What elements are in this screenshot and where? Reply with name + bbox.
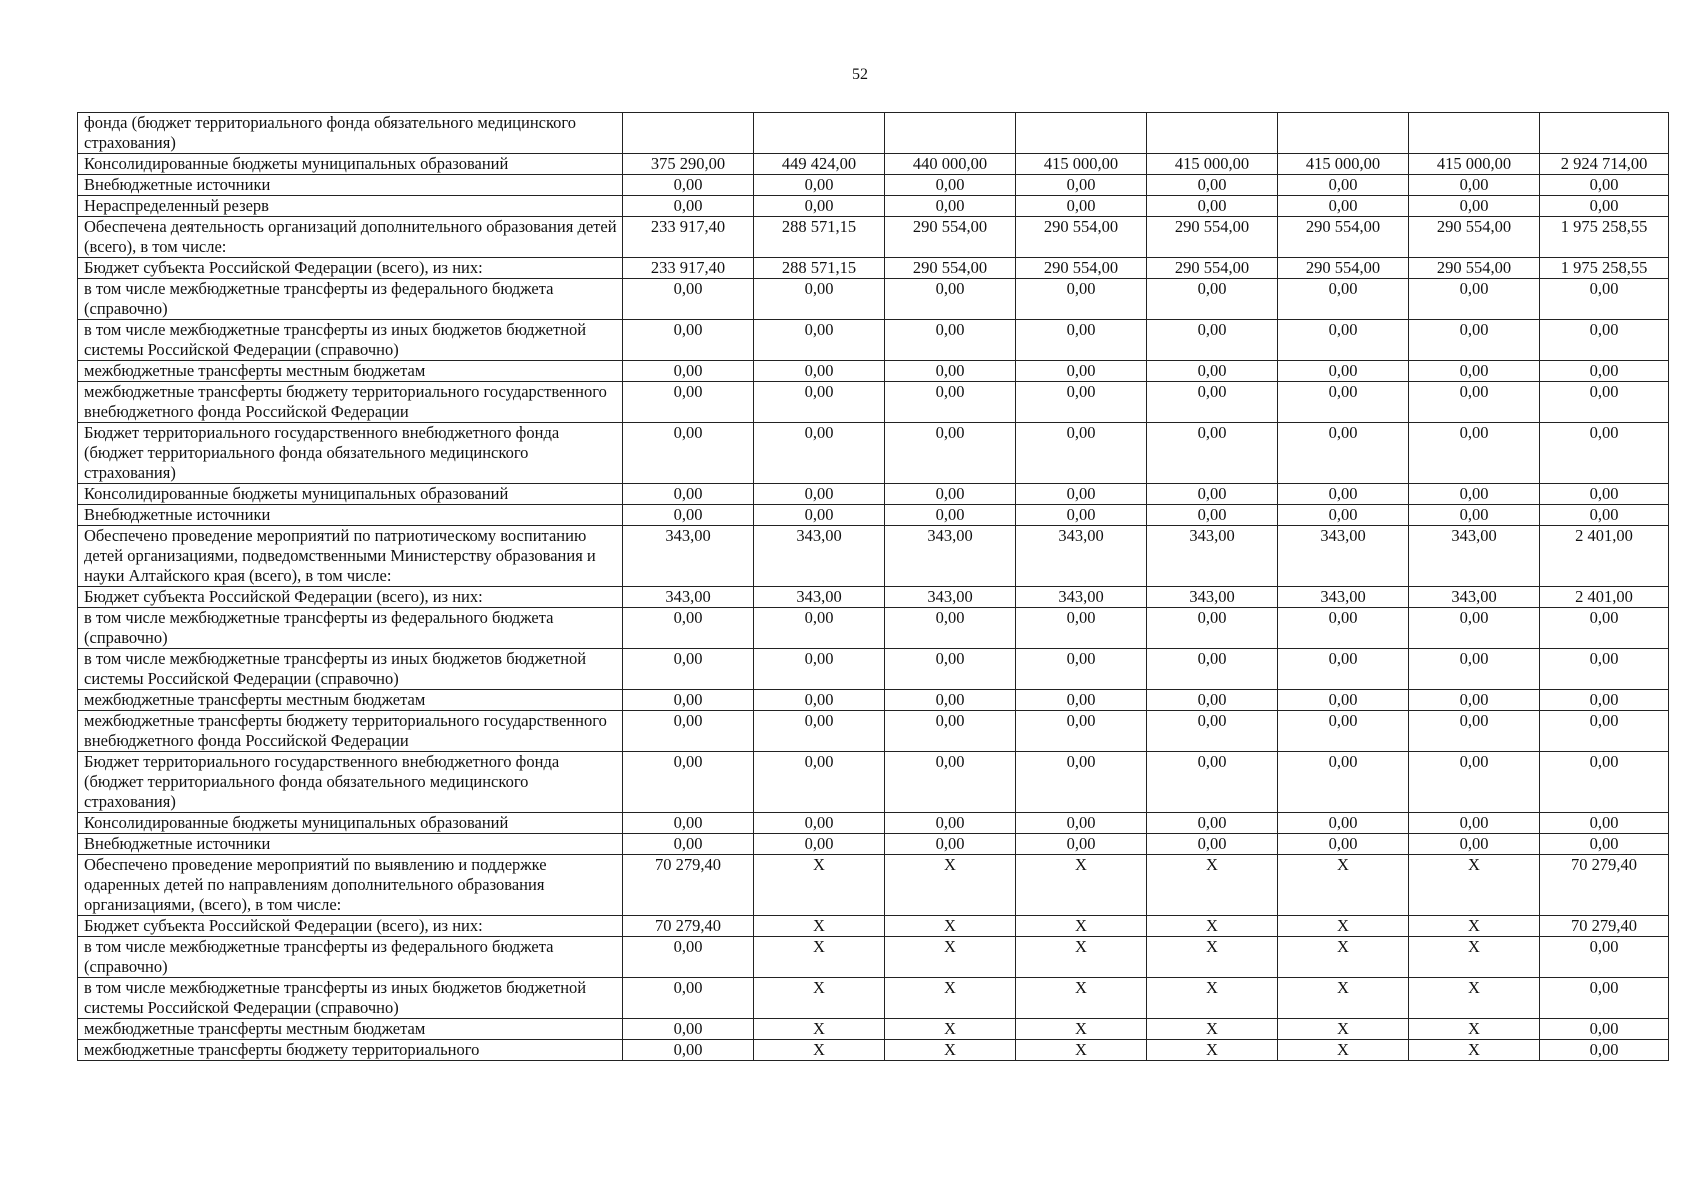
value-cell: 0,00: [623, 484, 754, 505]
value-cell: 0,00: [754, 423, 885, 484]
value-cell: 1 975 258,55: [1540, 217, 1669, 258]
value-cell: 2 924 714,00: [1540, 154, 1669, 175]
value-cell: 0,00: [1147, 279, 1278, 320]
value-cell: 0,00: [885, 361, 1016, 382]
row-label: Внебюджетные источники: [78, 505, 623, 526]
value-cell: 0,00: [1278, 484, 1409, 505]
value-cell: 1 975 258,55: [1540, 258, 1669, 279]
row-label: Консолидированные бюджеты муниципальных образований: [78, 484, 623, 505]
value-cell: X: [754, 1040, 885, 1061]
value-cell: 0,00: [885, 752, 1016, 813]
value-cell: 0,00: [1540, 361, 1669, 382]
value-cell: 0,00: [1016, 752, 1147, 813]
value-cell: 0,00: [1147, 382, 1278, 423]
value-cell: 343,00: [1147, 526, 1278, 587]
value-cell: 0,00: [1540, 649, 1669, 690]
value-cell: 288 571,15: [754, 258, 885, 279]
value-cell: 0,00: [1147, 813, 1278, 834]
value-cell: 0,00: [1016, 505, 1147, 526]
value-cell: 0,00: [1409, 423, 1540, 484]
value-cell: 0,00: [754, 505, 885, 526]
value-cell: 0,00: [754, 382, 885, 423]
row-label: Нераспределенный резерв: [78, 196, 623, 217]
value-cell: 290 554,00: [1147, 258, 1278, 279]
value-cell: X: [885, 1040, 1016, 1061]
value-cell: 290 554,00: [1278, 217, 1409, 258]
value-cell: 290 554,00: [885, 258, 1016, 279]
value-cell: X: [1016, 1040, 1147, 1061]
value-cell: X: [754, 937, 885, 978]
value-cell: 0,00: [1540, 937, 1669, 978]
value-cell: 70 279,40: [623, 916, 754, 937]
value-cell: 0,00: [885, 813, 1016, 834]
value-cell: 0,00: [1409, 196, 1540, 217]
table-row: [78, 505, 1669, 526]
value-cell: 0,00: [1409, 505, 1540, 526]
value-cell: X: [1147, 916, 1278, 937]
value-cell: X: [1409, 916, 1540, 937]
value-cell: 0,00: [1016, 175, 1147, 196]
value-cell: 0,00: [623, 690, 754, 711]
value-cell: 0,00: [1409, 608, 1540, 649]
value-cell: 0,00: [623, 1040, 754, 1061]
table-row: [78, 113, 1669, 154]
value-cell: 0,00: [623, 1019, 754, 1040]
row-label: Бюджет территориального государственного внебюджетного фонда (бюджет территориального фонда обязательного медицинского страхования): [78, 423, 623, 484]
value-cell: 0,00: [623, 320, 754, 361]
value-cell: 0,00: [885, 279, 1016, 320]
value-cell: X: [1016, 855, 1147, 916]
table-row: [78, 423, 1669, 484]
row-label: Бюджет субъекта Российской Федерации (всего), из них:: [78, 258, 623, 279]
value-cell: 0,00: [1540, 978, 1669, 1019]
value-cell: X: [1278, 937, 1409, 978]
value-cell: 343,00: [885, 587, 1016, 608]
row-label: межбюджетные трансферты местным бюджетам: [78, 1019, 623, 1040]
table-row: [78, 279, 1669, 320]
table-row: [78, 382, 1669, 423]
value-cell: 0,00: [1540, 711, 1669, 752]
value-cell: [754, 113, 885, 154]
value-cell: 0,00: [1278, 834, 1409, 855]
value-cell: X: [1016, 978, 1147, 1019]
table-row: [78, 258, 1669, 279]
value-cell: 0,00: [1409, 690, 1540, 711]
value-cell: 0,00: [1016, 813, 1147, 834]
value-cell: 0,00: [1016, 361, 1147, 382]
value-cell: [885, 113, 1016, 154]
row-label: в том числе межбюджетные трансферты из федерального бюджета (справочно): [78, 608, 623, 649]
value-cell: X: [1278, 1040, 1409, 1061]
value-cell: X: [754, 855, 885, 916]
value-cell: 0,00: [1147, 175, 1278, 196]
table-row: [78, 361, 1669, 382]
value-cell: 0,00: [1147, 834, 1278, 855]
value-cell: 0,00: [754, 279, 885, 320]
value-cell: 0,00: [1016, 608, 1147, 649]
value-cell: 290 554,00: [1016, 258, 1147, 279]
value-cell: X: [754, 978, 885, 1019]
row-label: в том числе межбюджетные трансферты из иных бюджетов бюджетной системы Российской Федерации (справочно): [78, 320, 623, 361]
value-cell: X: [1278, 978, 1409, 1019]
value-cell: 0,00: [1147, 711, 1278, 752]
value-cell: 0,00: [885, 382, 1016, 423]
value-cell: 0,00: [885, 505, 1016, 526]
value-cell: 290 554,00: [1278, 258, 1409, 279]
row-label: межбюджетные трансферты бюджету территориального государственного внебюджетного фонда Российской Федерации: [78, 382, 623, 423]
value-cell: 0,00: [1409, 813, 1540, 834]
value-cell: 0,00: [1278, 690, 1409, 711]
value-cell: 0,00: [1278, 649, 1409, 690]
row-label: Бюджет территориального государственного внебюджетного фонда (бюджет территориального фонда обязательного медицинского страхования): [78, 752, 623, 813]
row-label: в том числе межбюджетные трансферты из иных бюджетов бюджетной системы Российской Федерации (справочно): [78, 978, 623, 1019]
value-cell: 0,00: [1540, 813, 1669, 834]
row-label: фонда (бюджет территориального фонда обязательного медицинского страхования): [78, 113, 623, 154]
value-cell: [1540, 113, 1669, 154]
value-cell: 290 554,00: [1016, 217, 1147, 258]
table-row: [78, 217, 1669, 258]
table-row: [78, 608, 1669, 649]
value-cell: 0,00: [1147, 196, 1278, 217]
value-cell: 0,00: [1409, 382, 1540, 423]
value-cell: X: [1409, 1040, 1540, 1061]
value-cell: X: [754, 1019, 885, 1040]
value-cell: 0,00: [1016, 484, 1147, 505]
value-cell: 0,00: [1540, 484, 1669, 505]
value-cell: [1016, 113, 1147, 154]
value-cell: 343,00: [885, 526, 1016, 587]
value-cell: 0,00: [1278, 813, 1409, 834]
table-row: [78, 154, 1669, 175]
value-cell: 0,00: [1016, 711, 1147, 752]
value-cell: 0,00: [1409, 175, 1540, 196]
value-cell: 0,00: [754, 813, 885, 834]
value-cell: 0,00: [623, 505, 754, 526]
value-cell: 0,00: [1278, 175, 1409, 196]
table-row: [78, 320, 1669, 361]
value-cell: X: [1147, 855, 1278, 916]
value-cell: [1278, 113, 1409, 154]
value-cell: X: [1278, 855, 1409, 916]
value-cell: 0,00: [1147, 649, 1278, 690]
value-cell: 0,00: [623, 423, 754, 484]
row-label: Обеспечена деятельность организаций дополнительного образования детей (всего), в том числе:: [78, 217, 623, 258]
value-cell: 0,00: [1540, 1019, 1669, 1040]
table-row: [78, 978, 1669, 1019]
value-cell: 0,00: [1147, 690, 1278, 711]
value-cell: 0,00: [754, 361, 885, 382]
value-cell: 0,00: [1147, 484, 1278, 505]
value-cell: 343,00: [1409, 526, 1540, 587]
value-cell: 449 424,00: [754, 154, 885, 175]
value-cell: 0,00: [885, 834, 1016, 855]
value-cell: 0,00: [1540, 175, 1669, 196]
value-cell: 290 554,00: [1147, 217, 1278, 258]
value-cell: X: [1016, 916, 1147, 937]
value-cell: 0,00: [885, 608, 1016, 649]
value-cell: 0,00: [1278, 752, 1409, 813]
value-cell: 343,00: [1016, 587, 1147, 608]
row-label: Внебюджетные источники: [78, 175, 623, 196]
value-cell: X: [1409, 978, 1540, 1019]
value-cell: 0,00: [885, 711, 1016, 752]
page-number: 52: [852, 66, 868, 83]
value-cell: 0,00: [623, 608, 754, 649]
value-cell: 0,00: [1540, 320, 1669, 361]
row-label: межбюджетные трансферты местным бюджетам: [78, 361, 623, 382]
row-label: Внебюджетные источники: [78, 834, 623, 855]
value-cell: [1147, 113, 1278, 154]
value-cell: 0,00: [623, 752, 754, 813]
value-cell: 0,00: [1016, 279, 1147, 320]
value-cell: 0,00: [754, 690, 885, 711]
table-row: [78, 649, 1669, 690]
value-cell: 0,00: [1016, 320, 1147, 361]
value-cell: X: [1147, 937, 1278, 978]
value-cell: X: [1016, 1019, 1147, 1040]
value-cell: 0,00: [1147, 361, 1278, 382]
value-cell: X: [1278, 1019, 1409, 1040]
value-cell: X: [1147, 1040, 1278, 1061]
value-cell: 343,00: [754, 526, 885, 587]
value-cell: 0,00: [1540, 505, 1669, 526]
value-cell: 0,00: [1409, 834, 1540, 855]
value-cell: 0,00: [1016, 834, 1147, 855]
value-cell: 0,00: [1409, 649, 1540, 690]
value-cell: 0,00: [1147, 608, 1278, 649]
value-cell: 0,00: [885, 423, 1016, 484]
value-cell: 0,00: [1409, 752, 1540, 813]
value-cell: X: [885, 937, 1016, 978]
value-cell: [1409, 113, 1540, 154]
value-cell: 2 401,00: [1540, 587, 1669, 608]
value-cell: 0,00: [1409, 711, 1540, 752]
value-cell: 415 000,00: [1409, 154, 1540, 175]
value-cell: 343,00: [623, 587, 754, 608]
value-cell: X: [885, 916, 1016, 937]
value-cell: 288 571,15: [754, 217, 885, 258]
value-cell: 70 279,40: [623, 855, 754, 916]
row-label: в том числе межбюджетные трансферты из федерального бюджета (справочно): [78, 937, 623, 978]
value-cell: 0,00: [1540, 834, 1669, 855]
value-cell: 0,00: [1278, 196, 1409, 217]
value-cell: 0,00: [754, 752, 885, 813]
value-cell: 0,00: [885, 196, 1016, 217]
value-cell: 0,00: [1147, 752, 1278, 813]
value-cell: X: [885, 978, 1016, 1019]
value-cell: 0,00: [1278, 361, 1409, 382]
value-cell: 343,00: [754, 587, 885, 608]
value-cell: 0,00: [754, 834, 885, 855]
row-label: в том числе межбюджетные трансферты из иных бюджетов бюджетной системы Российской Федерации (справочно): [78, 649, 623, 690]
budget-table: [77, 112, 1669, 1061]
value-cell: 0,00: [1016, 382, 1147, 423]
value-cell: 343,00: [1409, 587, 1540, 608]
value-cell: 0,00: [1147, 505, 1278, 526]
value-cell: 343,00: [1278, 587, 1409, 608]
value-cell: 0,00: [1409, 484, 1540, 505]
value-cell: 0,00: [1278, 382, 1409, 423]
value-cell: X: [1409, 855, 1540, 916]
value-cell: 0,00: [885, 175, 1016, 196]
table-row: [78, 175, 1669, 196]
row-label: межбюджетные трансферты бюджету территориального: [78, 1040, 623, 1061]
value-cell: 0,00: [1016, 196, 1147, 217]
value-cell: 0,00: [754, 175, 885, 196]
value-cell: X: [885, 1019, 1016, 1040]
table-row: [78, 1040, 1669, 1061]
row-label: межбюджетные трансферты бюджету территориального государственного внебюджетного фонда Российской Федерации: [78, 711, 623, 752]
value-cell: [623, 113, 754, 154]
table-row: [78, 690, 1669, 711]
value-cell: 0,00: [623, 937, 754, 978]
row-label: Консолидированные бюджеты муниципальных образований: [78, 154, 623, 175]
value-cell: X: [1409, 1019, 1540, 1040]
value-cell: 343,00: [623, 526, 754, 587]
value-cell: 0,00: [1278, 320, 1409, 361]
value-cell: 70 279,40: [1540, 916, 1669, 937]
value-cell: 343,00: [1016, 526, 1147, 587]
value-cell: X: [754, 916, 885, 937]
table-row: [78, 587, 1669, 608]
value-cell: 0,00: [623, 649, 754, 690]
value-cell: 0,00: [1409, 361, 1540, 382]
value-cell: 415 000,00: [1278, 154, 1409, 175]
value-cell: 290 554,00: [885, 217, 1016, 258]
value-cell: 0,00: [1409, 279, 1540, 320]
row-label: Консолидированные бюджеты муниципальных образований: [78, 813, 623, 834]
table-row: [78, 834, 1669, 855]
value-cell: 70 279,40: [1540, 855, 1669, 916]
value-cell: 0,00: [754, 484, 885, 505]
value-cell: 0,00: [885, 690, 1016, 711]
value-cell: 0,00: [1278, 608, 1409, 649]
table-row: [78, 916, 1669, 937]
value-cell: 0,00: [623, 382, 754, 423]
value-cell: 2 401,00: [1540, 526, 1669, 587]
value-cell: X: [885, 855, 1016, 916]
value-cell: 0,00: [1278, 423, 1409, 484]
value-cell: 0,00: [623, 711, 754, 752]
value-cell: 0,00: [623, 978, 754, 1019]
value-cell: 0,00: [1540, 196, 1669, 217]
value-cell: X: [1147, 978, 1278, 1019]
value-cell: 0,00: [754, 649, 885, 690]
value-cell: 0,00: [754, 320, 885, 361]
value-cell: 0,00: [623, 813, 754, 834]
table-body: [78, 113, 1669, 1061]
value-cell: 343,00: [1147, 587, 1278, 608]
value-cell: 0,00: [1016, 423, 1147, 484]
value-cell: 0,00: [1278, 505, 1409, 526]
value-cell: 0,00: [1278, 711, 1409, 752]
value-cell: 0,00: [623, 279, 754, 320]
value-cell: 0,00: [623, 361, 754, 382]
value-cell: 0,00: [623, 175, 754, 196]
value-cell: X: [1278, 916, 1409, 937]
value-cell: 0,00: [885, 484, 1016, 505]
value-cell: 375 290,00: [623, 154, 754, 175]
value-cell: 0,00: [885, 649, 1016, 690]
value-cell: 233 917,40: [623, 217, 754, 258]
value-cell: 0,00: [1540, 1040, 1669, 1061]
value-cell: 0,00: [1540, 690, 1669, 711]
value-cell: 0,00: [1016, 690, 1147, 711]
table-row: [78, 752, 1669, 813]
value-cell: 415 000,00: [1016, 154, 1147, 175]
row-label: в том числе межбюджетные трансферты из федерального бюджета (справочно): [78, 279, 623, 320]
value-cell: 0,00: [1540, 752, 1669, 813]
value-cell: 0,00: [1016, 649, 1147, 690]
value-cell: 343,00: [1278, 526, 1409, 587]
table-row: [78, 855, 1669, 916]
value-cell: 415 000,00: [1147, 154, 1278, 175]
value-cell: 0,00: [1540, 608, 1669, 649]
value-cell: 0,00: [1278, 279, 1409, 320]
table-row: [78, 813, 1669, 834]
value-cell: 0,00: [623, 196, 754, 217]
value-cell: 290 554,00: [1409, 258, 1540, 279]
value-cell: 0,00: [1147, 320, 1278, 361]
row-label: Бюджет субъекта Российской Федерации (всего), из них:: [78, 916, 623, 937]
table-row: [78, 526, 1669, 587]
value-cell: 0,00: [885, 320, 1016, 361]
row-label: Обеспечено проведение мероприятий по выявлению и поддержке одаренных детей по направлениям дополнительного образования организациями, (всего), в том числе:: [78, 855, 623, 916]
value-cell: X: [1409, 937, 1540, 978]
value-cell: 0,00: [1409, 320, 1540, 361]
table-row: [78, 196, 1669, 217]
value-cell: 0,00: [754, 608, 885, 649]
table-row: [78, 711, 1669, 752]
value-cell: 0,00: [754, 711, 885, 752]
table-row: [78, 1019, 1669, 1040]
value-cell: 233 917,40: [623, 258, 754, 279]
value-cell: 440 000,00: [885, 154, 1016, 175]
value-cell: 0,00: [754, 196, 885, 217]
value-cell: 290 554,00: [1409, 217, 1540, 258]
value-cell: X: [1147, 1019, 1278, 1040]
value-cell: 0,00: [1147, 423, 1278, 484]
value-cell: 0,00: [1540, 382, 1669, 423]
value-cell: 0,00: [1540, 423, 1669, 484]
value-cell: 0,00: [623, 834, 754, 855]
row-label: Бюджет субъекта Российской Федерации (всего), из них:: [78, 587, 623, 608]
value-cell: X: [1016, 937, 1147, 978]
row-label: Обеспечено проведение мероприятий по патриотическому воспитанию детей организациями, подведомственными Министерству образования и науки Алтайского края (всего), в том числе:: [78, 526, 623, 587]
value-cell: 0,00: [1540, 279, 1669, 320]
table-row: [78, 937, 1669, 978]
table-row: [78, 484, 1669, 505]
row-label: межбюджетные трансферты местным бюджетам: [78, 690, 623, 711]
